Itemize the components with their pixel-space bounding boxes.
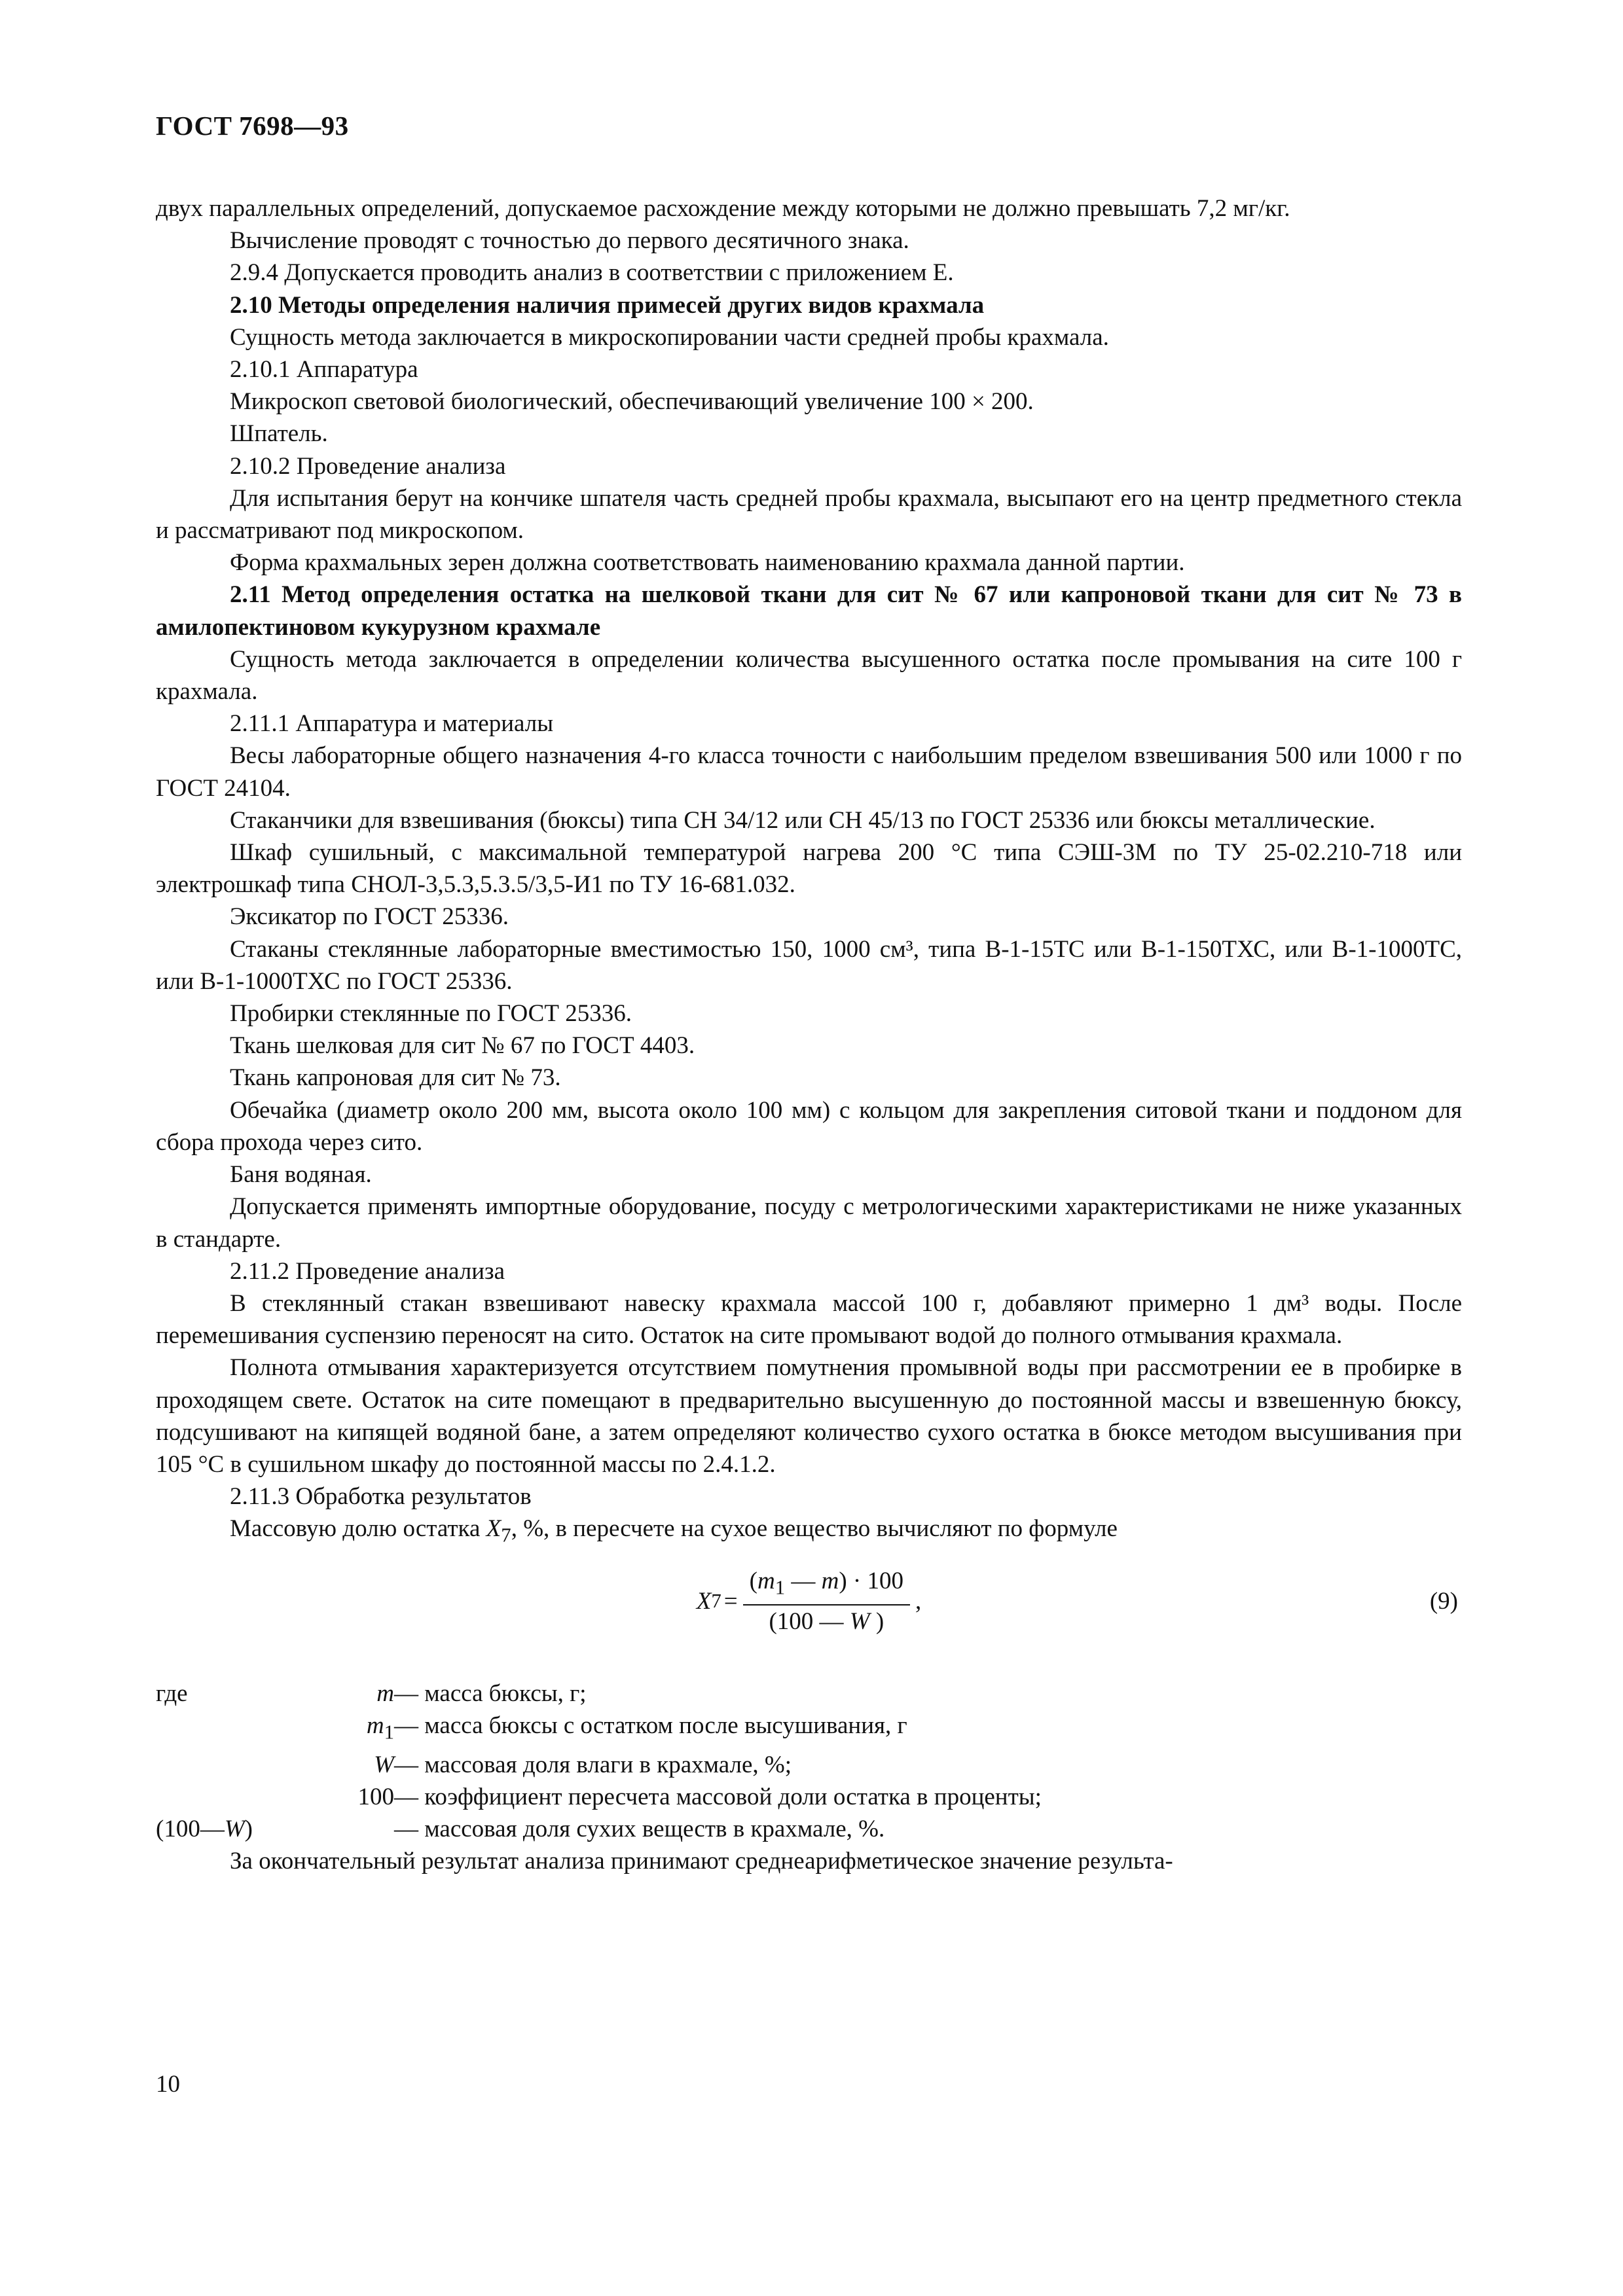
subsection-heading: 2.11.1 Аппаратура и материалы — [230, 710, 554, 738]
subsection-heading: 2.11.3 Обработка результатов — [230, 1483, 532, 1511]
paragraph: Обечайка (диаметр около 200 мм, высота около 100 мм) с кольцом для закрепления ситовой ткани и поддоном для сбора прохода через сито. — [156, 1096, 1462, 1156]
section-heading: 2.11 Метод определения остатка на шелковой ткани для сит № 67 или капроновой ткани для сит № 73 в амилопектиновом кукурузном крахмале — [156, 581, 1462, 641]
paragraph: 2.9.4 Допускается проводить анализ в соответствии с приложением Е. — [230, 259, 954, 287]
paragraph: Вычисление проводят с точностью до первого десятичного знака. — [230, 227, 909, 255]
paragraph: Полнота отмывания характеризуется отсутствием помутнения промывной воды при рассмотрении ее в пробирке в проходящем свете. Остаток на сите помещают в предварительно высушенную до постоянной массы и взвешенную бюксу, подсушивают на кипящей водяной бане, а затем определяют количество сухого остатка в бюксе методом высушивания при 105 °С в сушильном шкафу до постоянной массы по 2.4.1.2. — [156, 1354, 1462, 1478]
document-header: ГОСТ 7698—93 — [156, 111, 349, 141]
formula-numerator: ($m_1$ — m) · 100 — [743, 1568, 910, 1605]
paragraph: Баня водяная. — [230, 1161, 372, 1189]
subsection-heading: 2.11.2 Проведение анализа — [230, 1257, 505, 1285]
paragraph: Для испытания берут на кончике шпателя часть средней пробы крахмала, высыпают его на центр предметного стекла и рассматривают под микроскопом. — [156, 484, 1462, 545]
formula-number: (9) — [1429, 1587, 1458, 1615]
paragraph: Ткань шелковая для сит № 67 по ГОСТ 4403. — [230, 1032, 695, 1060]
formula-intro: Массовую долю остатка $X_7$, %, в пересчете на сухое вещество вычисляют по формуле — [230, 1515, 1118, 1547]
paragraph: Ткань капроновая для сит № 73. — [230, 1064, 561, 1092]
legend-item: где m — масса бюксы, г; — [156, 1677, 1462, 1710]
paragraph: Пробирки стеклянные по ГОСТ 25336. — [230, 1000, 632, 1028]
paragraph: Стаканчики для взвешивания (бюксы) типа СН 34/12 или СН 45/13 по ГОСТ 25336 или бюксы металлические. — [230, 806, 1376, 834]
paragraph: Сущность метода заключается в определении количества высушенного остатка после промывания на сите 100 г крахмала. — [156, 645, 1462, 706]
paragraph: За окончательный результат анализа принимают среднеарифметическое значение результа- — [230, 1848, 1173, 1875]
paragraph: Шкаф сушильный, с максимальной температурой нагрева 200 °С типа СЭШ-3М по ТУ 25-02.210-718 или электрошкаф типа СНОЛ-3,5.3,5.3.5/3,5-И1 по ТУ 16-681.032. — [156, 839, 1462, 899]
paragraph: Допускается применять импортные оборудование, посуду с метрологическими характеристиками не ниже указанных в стандарте. — [156, 1193, 1462, 1253]
legend-item: W — массовая доля влаги в крахмале, %; — [374, 1751, 792, 1778]
section-heading: 2.10 Методы определения наличия примесей других видов крахмала — [230, 291, 985, 319]
subsection-heading: 2.10.2 Проведение анализа — [230, 452, 506, 480]
formula-9: X 7 = $\frac{(m_1 — m) \cdot 100}{(100 — W )}$ , — [696, 1568, 922, 1635]
paragraph: Микроскоп световой биологический, обеспечивающий увеличение 100 × 200. — [230, 388, 1034, 416]
paragraph: В стеклянный стакан взвешивают навеску крахмала массой 100 г, добавляют примерно 1 дм³ воды. После перемешивания суспензию переносят на сито. Остаток на сите промывают водой до полного отмывания крахмала. — [156, 1289, 1462, 1350]
formula-block — [156, 1552, 1462, 1651]
formula-fraction — [743, 1568, 910, 1635]
paragraph: Стаканы стеклянные лабораторные вместимостью 150, 1000 см³, типа В-1-15ТС или В-1-150ТХС, или В-1-1000ТС, или В-1-1000ТХС по ГОСТ 25336. — [156, 935, 1462, 995]
legend-item: (100—W) — массовая доля сухих веществ в крахмале, %. — [156, 1816, 885, 1843]
paragraph: Шпатель. — [230, 420, 328, 448]
paragraph: Весы лабораторные общего назначения 4-го класса точности с наибольшим пределом взвешивания 500 или 1000 г по ГОСТ 24104. — [156, 742, 1462, 802]
subsection-heading: 2.10.1 Аппаратура — [230, 356, 418, 384]
legend-item: 100 — коэффициент пересчета массовой доли остатка в проценты; — [357, 1783, 1042, 1810]
legend-where-label: где — [156, 1679, 188, 1707]
document-body — [156, 192, 1462, 1878]
paragraph: Форма крахмальных зерен должна соответствовать наименованию крахмала данной партии. — [230, 549, 1185, 577]
paragraph: двух параллельных определений, допускаемое расхождение между которыми не должно превышать 7,2 мг/кг. — [156, 195, 1290, 222]
formula-legend — [156, 1677, 1462, 1845]
legend-item: $m_1$ — масса бюксы с остатком после высушивания, г — [366, 1712, 907, 1744]
paragraph: Сущность метода заключается в микроскопировании части средней пробы крахмала. — [230, 323, 1109, 351]
page-number: 10 — [156, 2071, 180, 2098]
paragraph: Эксикатор по ГОСТ 25336. — [230, 903, 509, 931]
formula-denominator: (100 — W ) — [769, 1607, 884, 1635]
